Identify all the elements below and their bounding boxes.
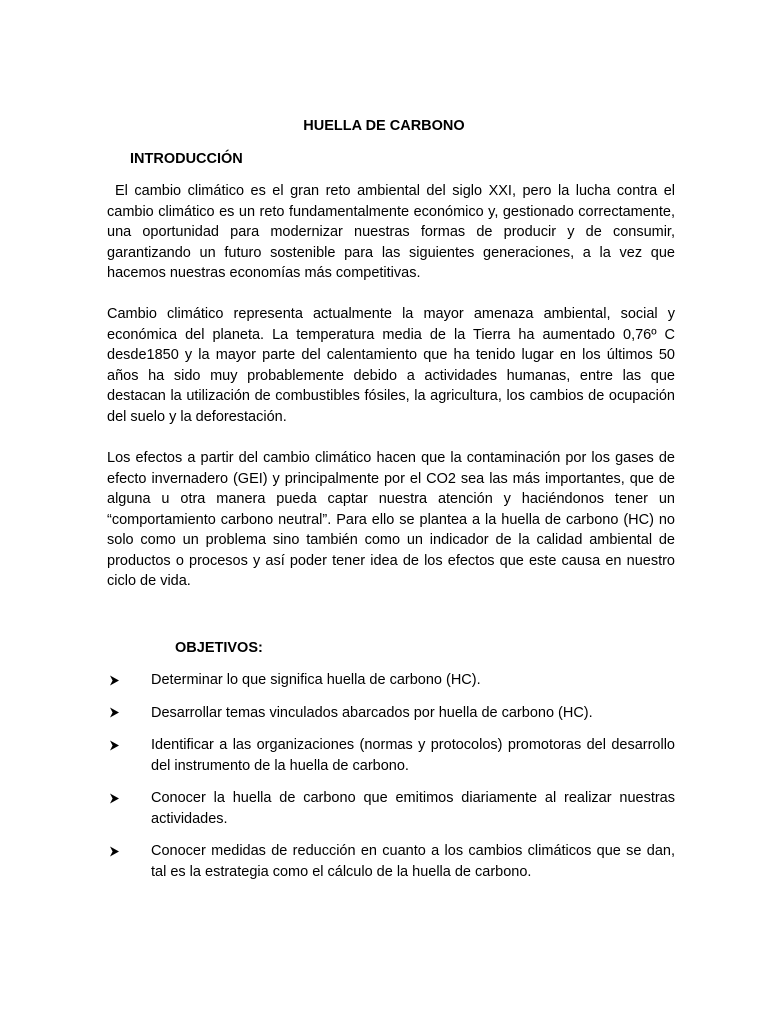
objective-text: Conocer la huella de carbono que emitimos diariamente al realizar nuestras actividades. bbox=[151, 790, 675, 827]
introduction-heading: INTRODUCCIÓN bbox=[130, 151, 243, 167]
objective-text: Desarrollar temas vinculados abarcados por huella de carbono (HC). bbox=[151, 704, 593, 721]
objective-item bbox=[107, 670, 675, 691]
objective-item bbox=[107, 735, 675, 776]
objectives-heading: OBJETIVOS: bbox=[175, 640, 263, 656]
intro-paragraph-2: Cambio climático representa actualmente la mayor amenaza ambiental, social y económica del planeta. La temperatura media de la Tierra ha aumentado 0,76º C desde1850 y la mayor parte del calentamiento que ha tenido lugar en los últimos 50 años ha sido muy probablemente debido a actividades humanas, entre las que destacan la utilización de combustibles fósiles, la agricultura, los cambios de ocupación del suelo y la deforestación. bbox=[107, 306, 675, 425]
objective-item bbox=[107, 788, 675, 829]
arrowhead-bullet-icon bbox=[109, 735, 123, 755]
arrowhead-bullet-icon bbox=[109, 670, 123, 690]
intro-paragraph-3: Los efectos a partir del cambio climático hacen que la contaminación por los gases de efecto invernadero (GEI) y principalmente por el CO2 sea las más importantes, que de alguna u otra manera pueda captar nuestra atención y haciéndonos tener un “comportamiento carbono neutral”. Para ello se plantea a la huella de carbono (HC) no solo como un problema sino también como un indicador de la calidad ambiental de productos o procesos y así poder tener idea de los efectos que este causa en nuestro ciclo de vida. bbox=[107, 450, 675, 589]
arrowhead-bullet-icon bbox=[109, 788, 123, 808]
objectives-list bbox=[107, 670, 675, 894]
arrowhead-bullet-icon bbox=[109, 841, 123, 861]
document-title: HUELLA DE CARBONO bbox=[303, 118, 465, 134]
arrowhead-bullet-icon bbox=[109, 703, 123, 723]
objective-text: Conocer medidas de reducción en cuanto a los cambios climáticos que se dan, tal es la estrategia como el cálculo de la huella de carbono. bbox=[151, 843, 675, 880]
objective-text: Identificar a las organizaciones (normas y protocolos) promotoras del desarrollo del instrumento de la huella de carbono. bbox=[151, 737, 675, 774]
intro-paragraph-1: El cambio climático es el gran reto ambiental del siglo XXI, pero la lucha contra el cambio climático es un reto fundamentalmente económico y, gestionado correctamente, una oportunidad para modernizar nuestras formas de producir y de consumir, garantizando un futuro sostenible para las siguientes generaciones, a la vez que hacemos nuestras economías más competitivas. bbox=[107, 183, 675, 281]
objective-item bbox=[107, 841, 675, 882]
objective-text: Determinar lo que significa huella de carbono (HC). bbox=[151, 672, 481, 688]
objective-item bbox=[107, 703, 675, 724]
